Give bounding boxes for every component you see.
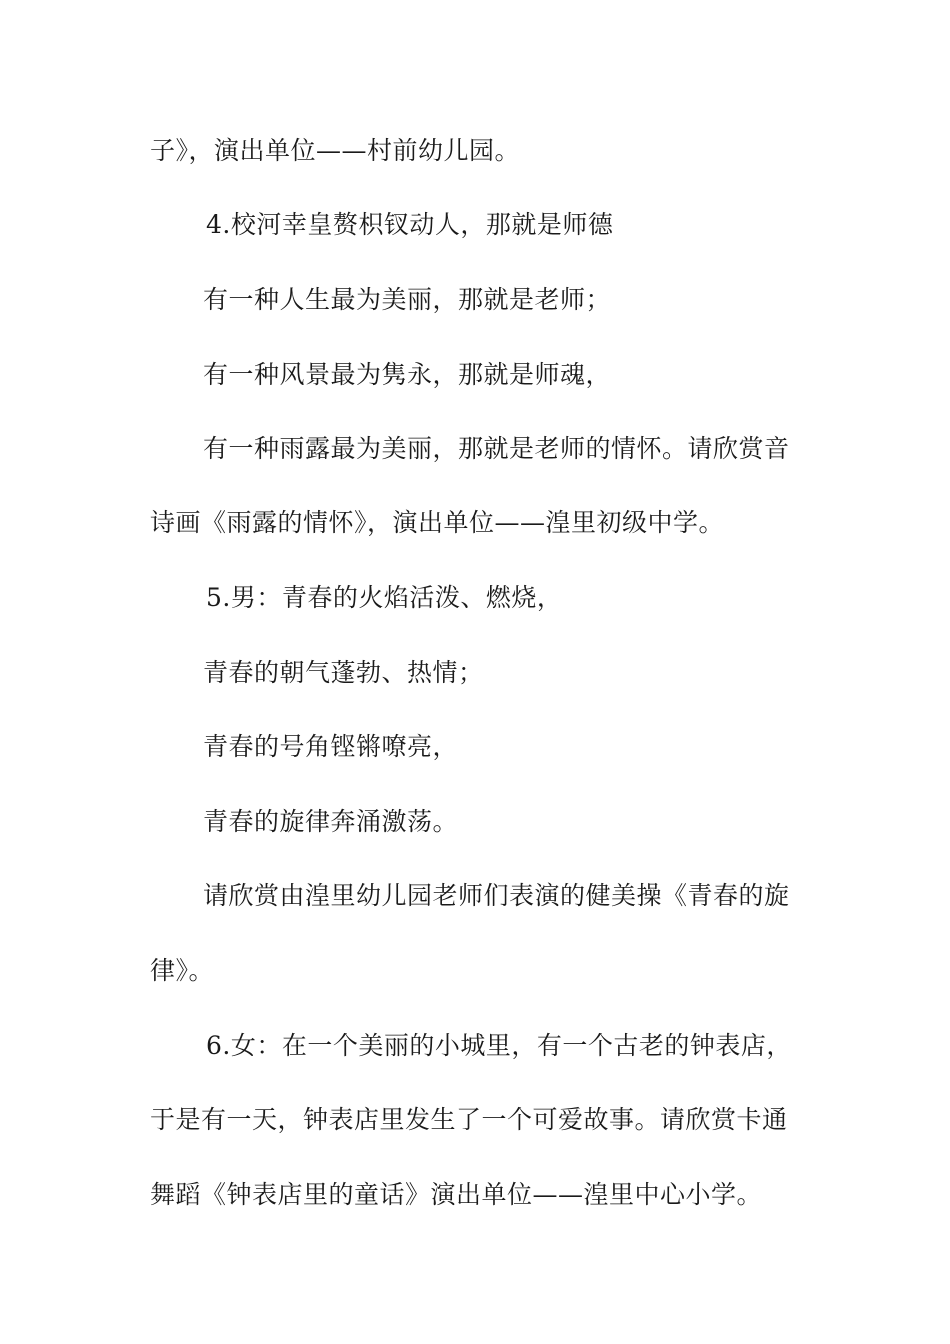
text-line: 青春的朝气蓬勃、热情； (203, 658, 484, 687)
text-line: 舞蹈《钟表店里的童话》演出单位——湟里中心小学。 (150, 1180, 763, 1209)
text-line: 有一种人生最为美丽，那就是老师； (203, 285, 612, 314)
text-line: 子》，演出单位——村前幼儿园。 (150, 136, 521, 165)
text-line: 4.校河幸皇赘枳钗动人，那就是师德 (206, 210, 614, 239)
text-line: 律》。 (150, 956, 215, 985)
text-line: 有一种风景最为隽永，那就是师魂， (203, 360, 612, 389)
text-line: 有一种雨露最为美丽，那就是老师的情怀。请欣赏音 (203, 434, 790, 463)
text-line: 5.男：青春的火焰活泼、燃烧， (206, 583, 563, 612)
text-line: 6.女：在一个美丽的小城里，有一个古老的钟表店， (206, 1031, 792, 1060)
text-line: 请欣赏由湟里幼儿园老师们表演的健美操《青春的旋 (203, 881, 790, 910)
text-line: 青春的号角铿锵嘹亮， (203, 732, 459, 761)
text-line: 于是有一天，钟表店里发生了一个可爱故事。请欣赏卡通 (150, 1105, 788, 1134)
text-line: 青春的旋律奔涌激荡。 (203, 807, 459, 836)
text-line: 诗画《雨露的情怀》，演出单位——湟里初级中学。 (150, 508, 725, 537)
